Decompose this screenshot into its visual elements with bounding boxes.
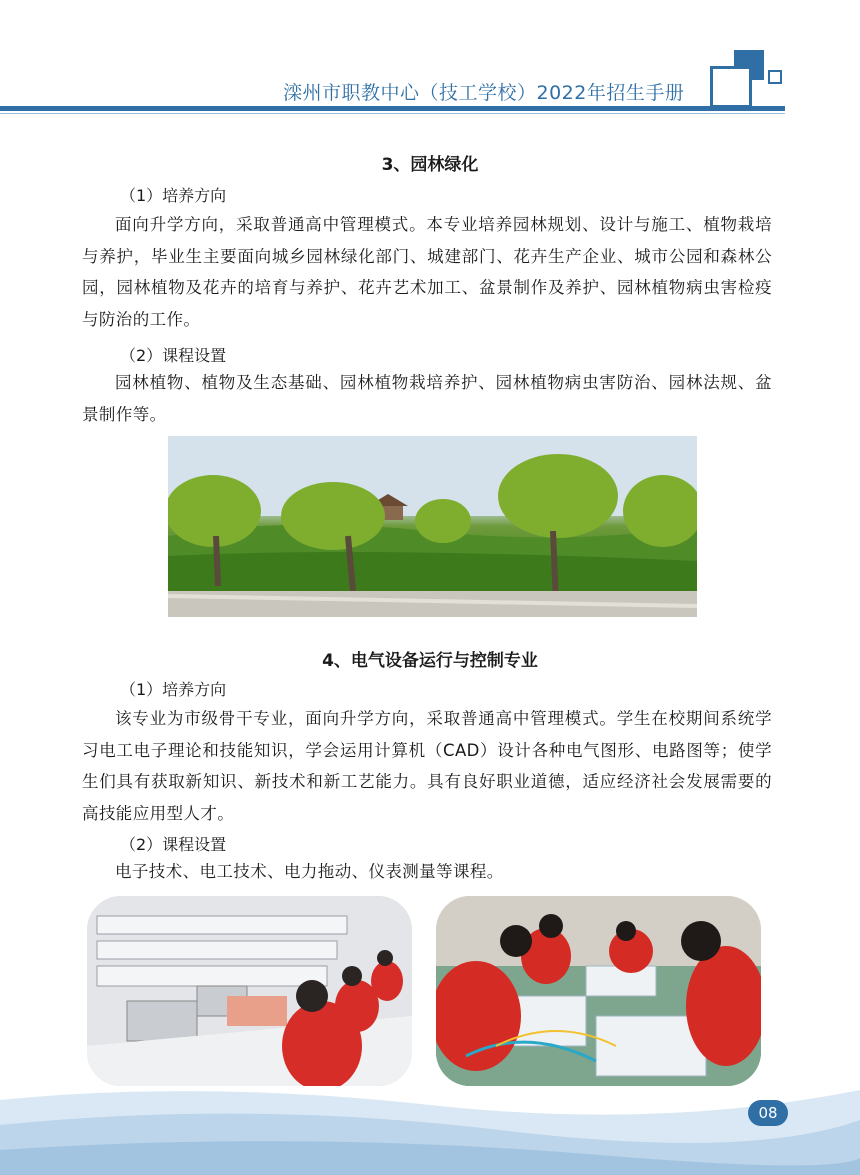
course-paragraph: 电子技术、电工技术、电力拖动、仪表测量等课程。 xyxy=(115,862,504,881)
header-divider xyxy=(0,106,785,111)
garden-photo xyxy=(168,436,697,617)
training-heading: （1）培养方向 xyxy=(120,186,227,205)
training-paragraph: 面向升学方向，采取普通高中管理模式。本专业培养园林规划、设计与施工、植物栽培与养护，毕业生主要面向城乡园林绿化部门、城建部门、花卉生产企业、城市公园和森林公园，园林植物及花卉的培育与养护、花卉艺术加工、盆景制作及养护、园林植物病虫害检疫与防治的工作。 xyxy=(82,215,772,329)
page-number-badge: 08 xyxy=(748,1100,788,1126)
electronics-lab-photo xyxy=(87,896,412,1086)
course-heading: （2）课程设置 xyxy=(120,835,227,854)
training-heading: （1）培养方向 xyxy=(120,680,227,699)
header-divider-thin xyxy=(0,113,785,114)
course-heading: （2）课程设置 xyxy=(120,346,227,365)
header-title: 滦州市职教中心（技工学校）2022年招生手册 xyxy=(283,82,685,104)
section-title-electrical: 4、电气设备运行与控制专业 xyxy=(322,651,538,671)
header-logo-squares xyxy=(710,50,780,110)
course-paragraph: 园林植物、植物及生态基础、园林植物栽培养护、园林植物病虫害防治、园林法规、盆景制作等。 xyxy=(82,373,772,424)
electrical-wiring-lab-photo xyxy=(436,896,761,1086)
footer-wave xyxy=(0,1060,860,1175)
training-paragraph: 该专业为市级骨干专业，面向升学方向，采取普通高中管理模式。学生在校期间系统学习电工电子理论和技能知识，学会运用计算机（CAD）设计各种电气图形、电路图等；使学生们具有获取新知识、新技术和新工艺能力。具有良好职业道德，适应经济社会发展需要的高技能应用型人才。 xyxy=(82,709,772,823)
section-title-landscaping: 3、园林绿化 xyxy=(381,155,479,175)
